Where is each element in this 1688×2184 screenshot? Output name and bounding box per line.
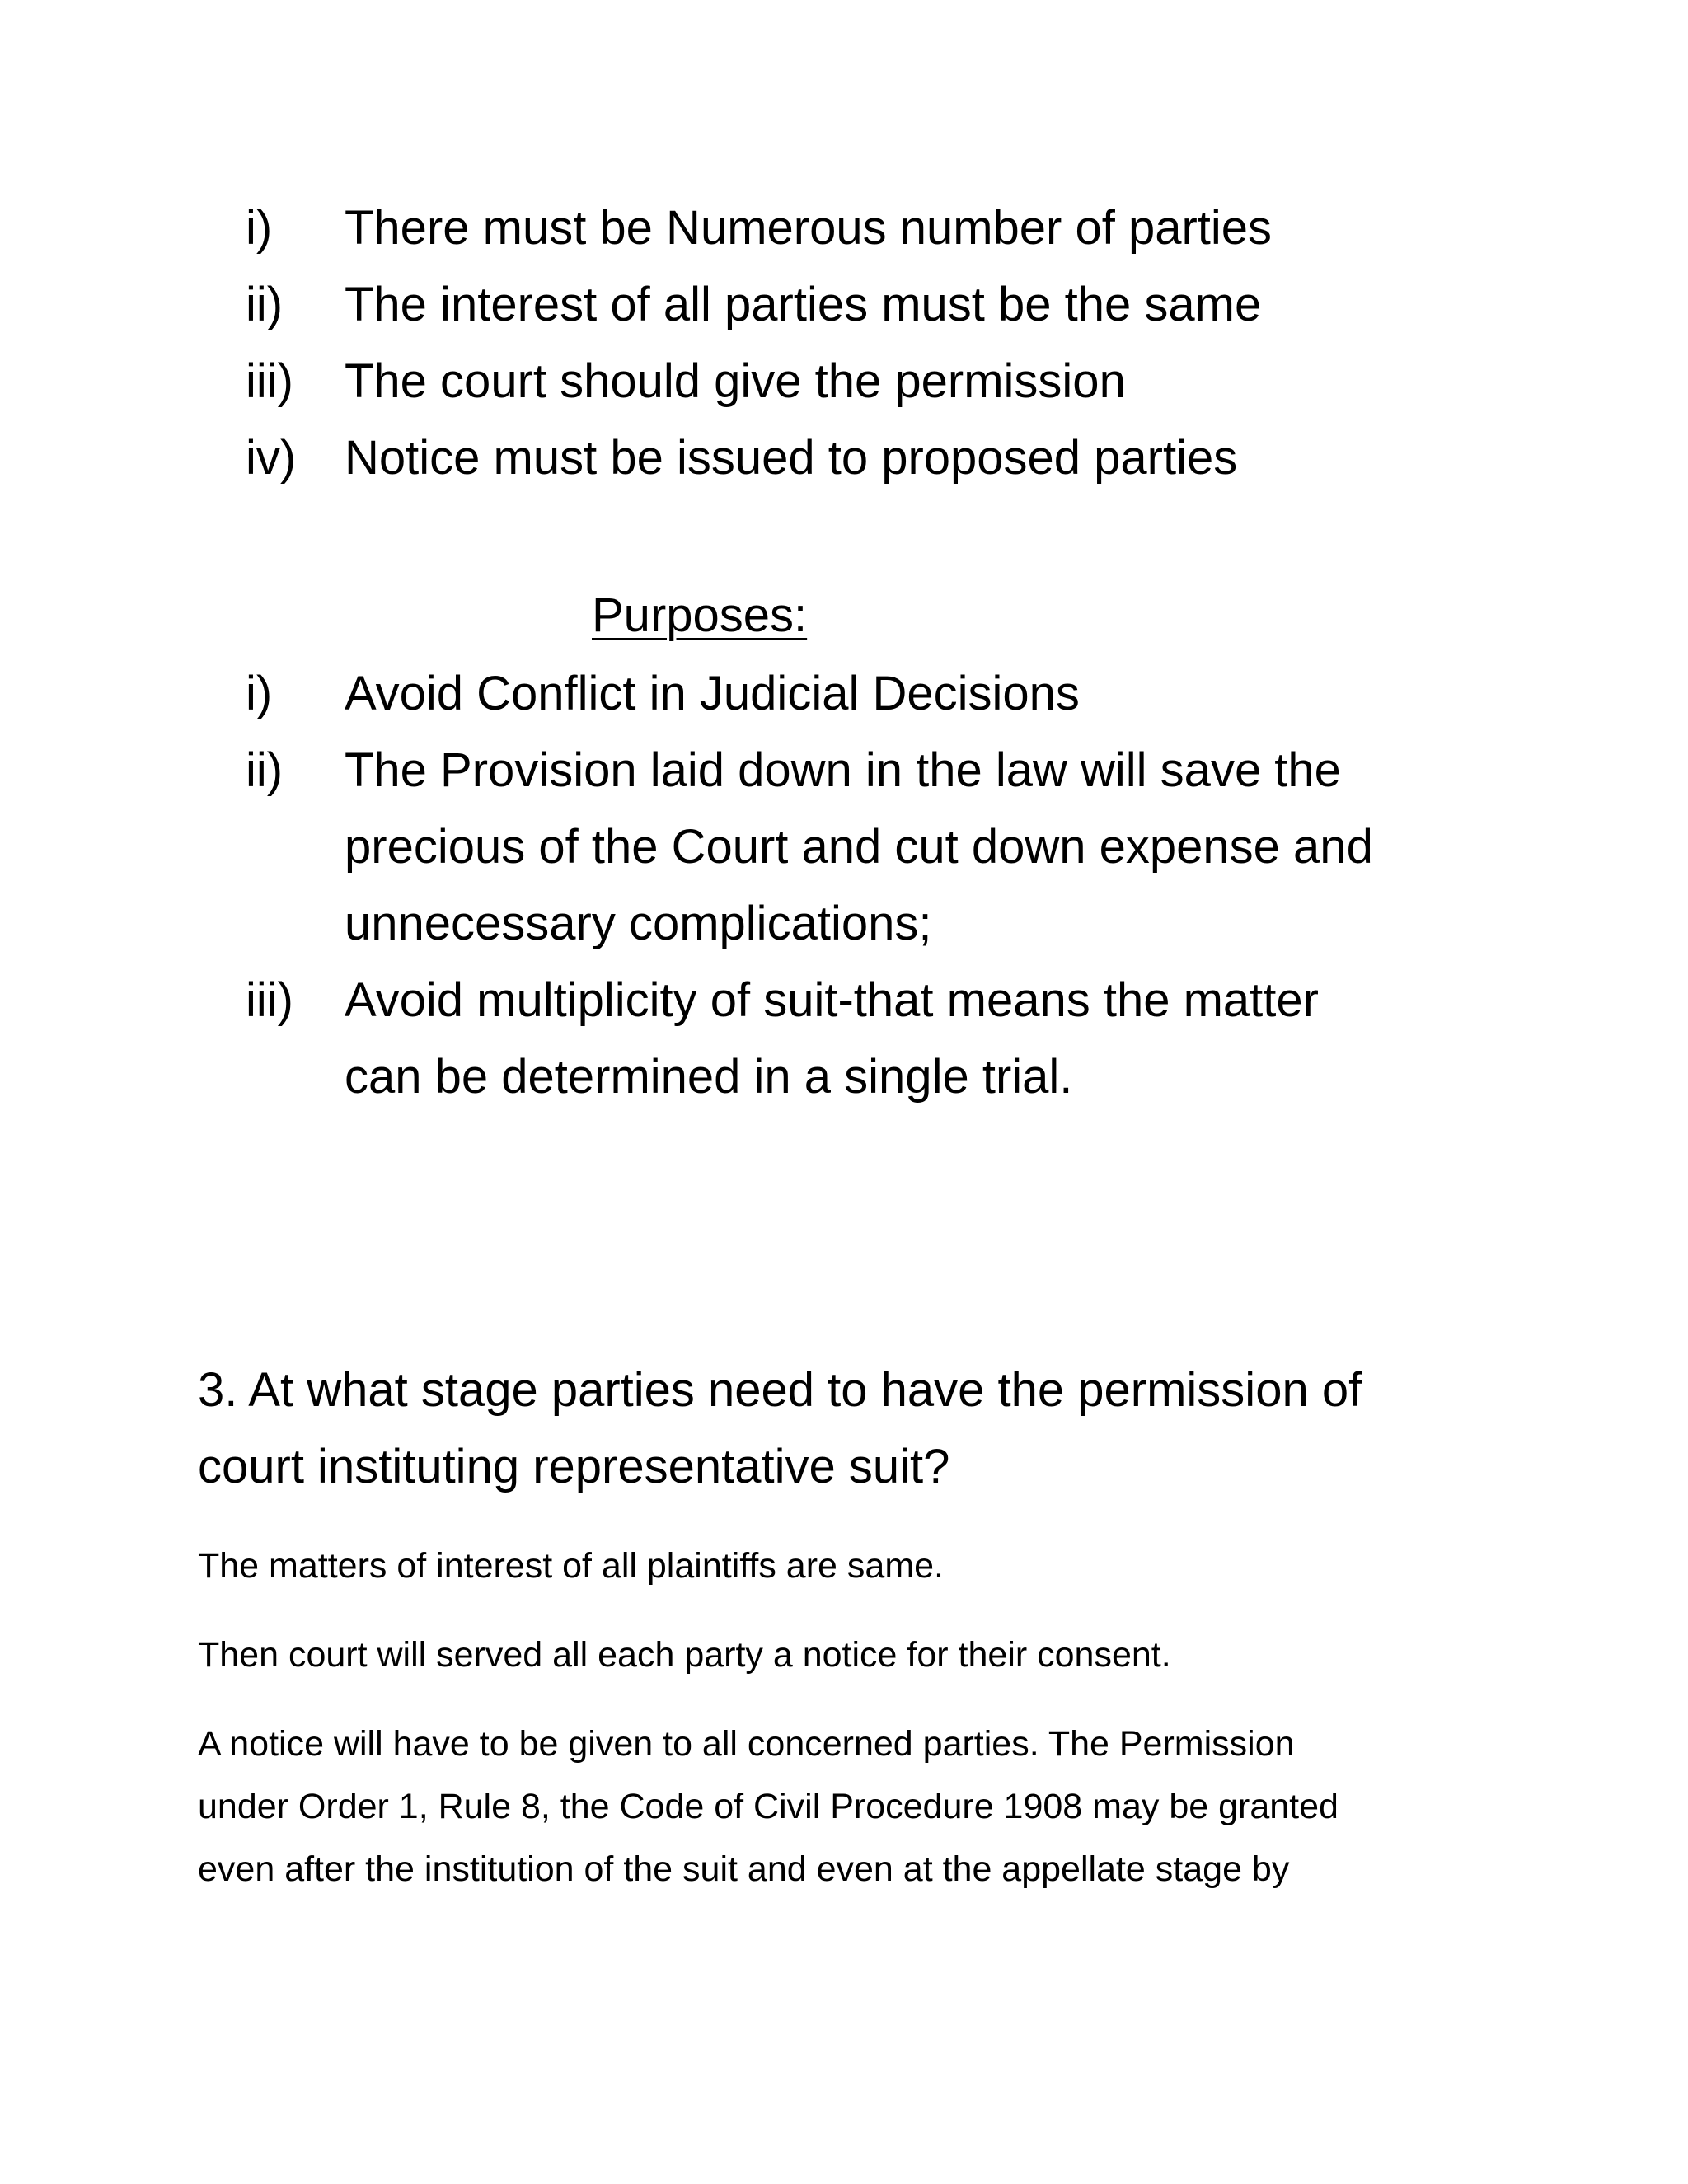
list-item [0, 419, 1688, 496]
list-item [0, 732, 1688, 962]
paragraph-line: under Order 1, Rule 8, the Code of Civil Procedure 1908 may be granted [198, 1787, 1339, 1826]
question-line: 3. At what stage parties need to have the permission of [198, 1363, 1362, 1417]
list-item [0, 962, 1688, 1115]
list-item [0, 655, 1688, 732]
list-item-number: i) [246, 201, 273, 255]
question-heading [198, 1352, 1517, 1505]
list-item-line: unnecessary complications; [345, 897, 932, 950]
list-item-text [345, 732, 1457, 962]
list-item-line: can be determined in a single trial. [345, 1050, 1073, 1104]
list-item [0, 266, 1688, 343]
list-item-text: The court should give the permission [345, 354, 1126, 408]
list-item-text [345, 655, 1457, 732]
paragraph-line: even after the institution of the suit and even at the appellate stage by [198, 1849, 1290, 1889]
answer-paragraph-3 [198, 1713, 1550, 1900]
answer-paragraph-2: Then court will served all each party a notice for their consent. [198, 1635, 1171, 1675]
list-item-text [345, 962, 1457, 1115]
list-item-line: Avoid Conflict in Judicial Decisions [345, 667, 1080, 720]
list-item [0, 343, 1688, 419]
list-item-text: The interest of all parties must be the same [345, 278, 1262, 331]
list-item-line: Avoid multiplicity of suit-that means the matter [345, 973, 1319, 1027]
list-item-number: ii) [246, 743, 284, 797]
purposes-list [0, 655, 1688, 1115]
list-item-text: There must be Numerous number of parties [345, 201, 1273, 255]
answer-paragraph-1: The matters of interest of all plaintiffs are same. [198, 1546, 944, 1586]
list-item-line: precious of the Court and cut down expense and [345, 820, 1373, 874]
paragraph-line: A notice will have to be given to all concerned parties. The Permission [198, 1724, 1295, 1764]
conditions-list [0, 190, 1688, 496]
list-item-text: Notice must be issued to proposed parties [345, 431, 1238, 485]
list-item-number: iii) [246, 973, 293, 1027]
list-item-number: i) [246, 667, 273, 720]
list-item-line: The Provision laid down in the law will save the [345, 743, 1341, 797]
question-line: court instituting representative suit? [198, 1440, 950, 1493]
list-item-number: iii) [246, 354, 293, 408]
list-item-number: iv) [246, 431, 297, 485]
list-item [0, 190, 1688, 266]
purposes-heading: Purposes: [592, 588, 808, 642]
list-item-number: ii) [246, 278, 284, 331]
